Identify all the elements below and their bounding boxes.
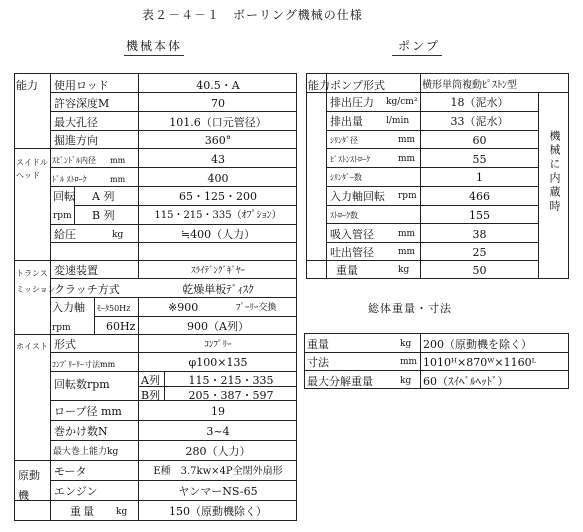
- spindle-id-label: ｽﾋﾟﾝﾄﾞﾙ内径: [52, 156, 96, 165]
- hoist-rotation-label: 回転数rpm: [54, 378, 110, 391]
- pump-row-unit: l/min: [386, 116, 410, 126]
- pump-row-value: 155: [469, 209, 490, 222]
- pump-row-label: 入力軸回転: [330, 190, 385, 203]
- pump-row-unit: mm: [398, 154, 416, 164]
- hoist-rot-b-value: 205・387・597: [188, 389, 274, 402]
- clutch-value: 乾燥単板ﾃﾞｨｽｸ: [182, 283, 254, 296]
- pump-row-label: 吸入管径: [330, 228, 374, 241]
- input-60hz-sub: 60Hz: [106, 320, 136, 333]
- turns-value: 3~4: [206, 425, 230, 438]
- pump-row-unit: mm: [398, 135, 416, 145]
- gear-value: ｽﾗｲﾃﾞﾝｸﾞｷﾞﾔｰ: [190, 266, 245, 276]
- pump-row-value: 466: [469, 190, 490, 203]
- stroke-value: 400: [207, 172, 229, 185]
- feed-label: 給圧: [54, 228, 76, 241]
- pump-row-unit: mm: [398, 229, 416, 239]
- category-spindle-head: スイドル ヘッド: [16, 158, 48, 180]
- hoist-size-label: ｺﾝﾌﾟﾘｰﾘｰ寸法mm: [52, 360, 116, 369]
- clutch-label: クラッチ方式: [54, 283, 120, 296]
- pump-row-value: 60: [472, 134, 487, 147]
- hoist-size-value: φ100×135: [188, 356, 248, 369]
- category-hoist: ホイスト: [16, 342, 48, 351]
- pump-type-label: ポンプ形式: [330, 79, 385, 92]
- overall-row-unit: kg: [400, 339, 412, 349]
- input-60hz-value: 900（A列）: [187, 320, 249, 333]
- input-rpm-label: rpm: [52, 323, 71, 333]
- pump-row-label: 吐出管径: [330, 246, 374, 259]
- overall-row-value: 60（ｽｲﾍﾞﾙﾍｯﾄﾞ）: [423, 375, 509, 388]
- table-title: 表２－４－１ ボーリング機械の仕様: [142, 8, 363, 22]
- overall-row-label: 最大分解重量: [307, 375, 373, 388]
- rope-label: ロープ径 mm: [54, 405, 122, 418]
- direction-value: 360°: [204, 134, 232, 147]
- bore-label: 最大孔径: [54, 116, 98, 129]
- rotation-rpm-label: rpm: [53, 211, 72, 221]
- hoist-type-value: ｺﾝﾌﾟﾘｰ: [204, 340, 232, 350]
- pump-row-unit: kg/cm²: [386, 97, 418, 107]
- motor-label: モータ: [54, 465, 87, 478]
- feed-value: ≒400（人力）: [180, 228, 256, 241]
- pump-row-label: 排出量: [330, 115, 363, 128]
- pump-row-value: 18（泥水）: [450, 96, 509, 109]
- overall-row-label: 重量: [307, 338, 329, 351]
- depth-label: 許容深度M: [54, 97, 110, 110]
- lift-label: 最大巻上能力kg: [53, 447, 119, 457]
- spindle-id-unit: mm: [110, 156, 126, 165]
- pump-row-label: ｼﾘﾝﾀﾞ径: [330, 136, 358, 145]
- hoist-rot-a-value: 115・215・335: [188, 374, 274, 387]
- spindle-id-value: 43: [211, 153, 225, 166]
- lift-value: 280（人力）: [185, 445, 251, 458]
- depth-value: 70: [211, 97, 225, 110]
- machine-body-heading: 機械本体: [126, 39, 183, 53]
- feed-unit: kg: [112, 230, 124, 240]
- use-rod-value: 40.5・A: [196, 79, 240, 92]
- overall-row-label: 寸法: [307, 356, 329, 369]
- hoist-rot-a-sub: A列: [141, 374, 160, 387]
- pump-row-unit: rpm: [398, 191, 417, 201]
- pump-row-unit: mm: [398, 247, 416, 257]
- stroke-unit: mm: [110, 175, 126, 184]
- overall-row-unit: mm: [400, 357, 418, 367]
- use-rod-label: 使用ロッド: [54, 79, 109, 92]
- overall-row-value: 200（原動機を除く）: [423, 338, 532, 351]
- pump-row-value: 1: [476, 171, 483, 184]
- pump-row-value: 38: [472, 228, 487, 241]
- heading-underline: [392, 55, 442, 56]
- weight-unit: kg: [116, 507, 128, 517]
- category-transmission: トランス ミッション: [16, 269, 56, 294]
- rope-value: 19: [211, 405, 225, 418]
- hoist-rot-b-sub: B列: [141, 389, 161, 402]
- heading-underline: [124, 55, 184, 56]
- overall-row-value: 1010ᴴ×870ᵂ×1160ᴸ: [423, 356, 537, 369]
- hoist-type-label: 形式: [54, 338, 76, 351]
- turns-label: 巻かけ数N: [54, 425, 108, 438]
- pump-row-label: ｼﾘﾝﾀﾞｰ数: [330, 173, 362, 182]
- rotation-b-value: 115・215・335（ｵﾌﾟｼｮﾝ）: [154, 210, 282, 221]
- pump-heading: ポンプ: [398, 39, 441, 53]
- engine-value: ヤンマーNS-65: [178, 485, 258, 498]
- pump-row-value: 33（泥水）: [450, 115, 509, 128]
- pump-category: 能力: [308, 79, 330, 92]
- pump-row-value: 25: [472, 246, 487, 259]
- pump-row-value: 55: [472, 153, 487, 166]
- overall-row-unit: kg: [400, 376, 412, 386]
- rotation-a-sub: A 列: [92, 190, 115, 203]
- pump-row-unit: kg: [398, 265, 410, 275]
- direction-label: 掘進方向: [54, 134, 98, 147]
- weight-value: 150（原動機除く）: [169, 505, 267, 518]
- bore-value: 101.6（口元管径）: [169, 116, 267, 129]
- pump-row-label: ｽﾄﾛｰｸ数: [330, 211, 358, 220]
- pump-side-note: 機械に内蔵時: [548, 130, 561, 214]
- overall-heading: 総体重量・寸法: [368, 302, 452, 315]
- rotation-a-value: 65・125・200: [179, 190, 257, 203]
- gear-label: 変速装置: [54, 264, 98, 277]
- category-prime-mover: 原動 機: [18, 469, 40, 502]
- pump-row-label: 排出圧力: [330, 96, 374, 109]
- rotation-label: 回転: [53, 190, 75, 203]
- input-shaft-label: 入力軸: [52, 301, 85, 314]
- stroke-label: ﾄﾞﾙ ｽﾄﾛｰｸ: [52, 175, 87, 184]
- pump-row-label: ﾋﾟｽﾄﾝｽﾄﾛｰｸ: [330, 155, 370, 164]
- category-capacity: 能力: [16, 79, 38, 92]
- pump-row-label: 重量: [336, 264, 358, 277]
- weight-label: 重量: [70, 505, 96, 518]
- pump-type-value: 横形単筒複動ﾋﾟｽﾄﾝ型: [422, 80, 517, 91]
- input-motor50-sub: ﾓｰﾀ50Hz: [97, 304, 131, 313]
- engine-label: エンジン: [54, 485, 98, 498]
- input-motor50-note: ﾌﾟｰﾘｰ交換: [236, 303, 277, 313]
- input-motor50-value: ※900: [168, 301, 199, 314]
- motor-value: E種 3.7kw×4P全閉外扇形: [153, 466, 283, 477]
- rotation-b-sub: B 列: [92, 209, 115, 222]
- pump-row-value: 50: [472, 264, 487, 277]
